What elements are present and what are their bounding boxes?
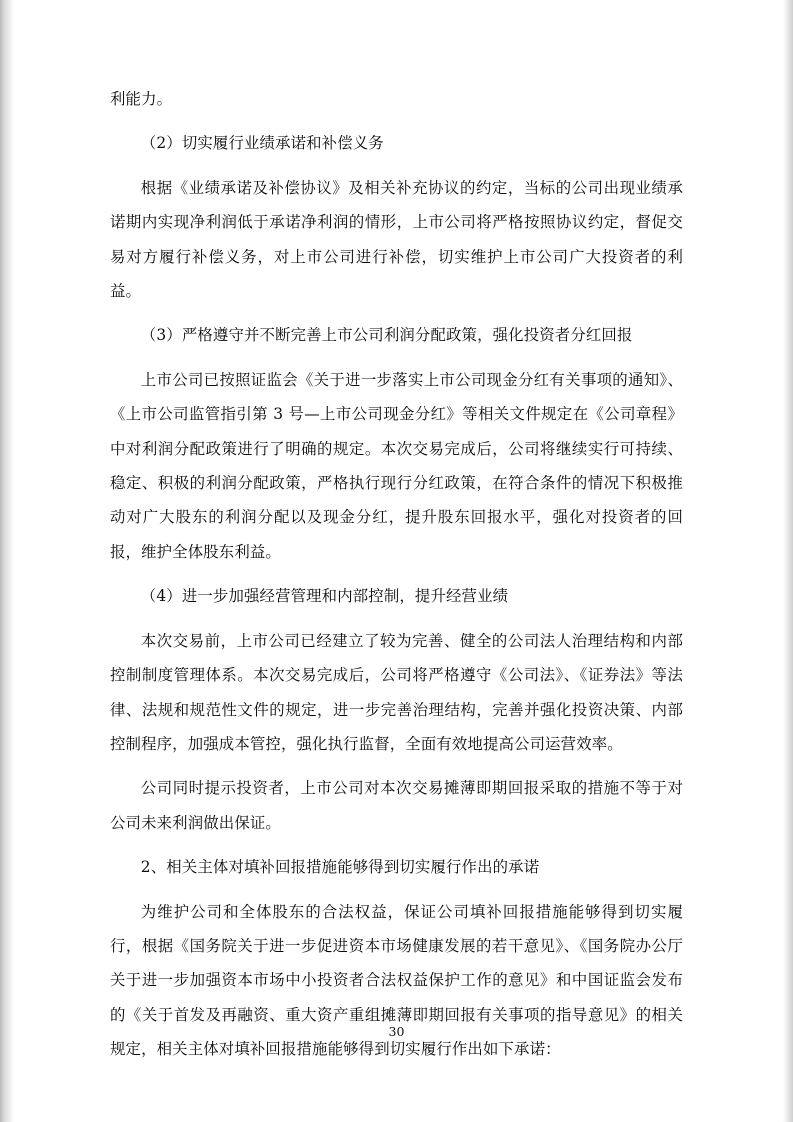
page-number: 30 [388,1024,405,1039]
paragraph-heading-section-2: 2、相关主体对填补回报措施能够得到切实履行作出的承诺 [140,858,540,877]
paragraph: 上市公司已按照证监会《关于进一步落实上市公司现金分红有关事项的通知》、《上市公司监管指引第 3 号—上市公司现金分红》等相关文件规定在《公司章程》中对利润分配政策进行了明确的规定。本次交易完成后，公司将继续实行可持续、稳定、积极的利润分配政策，严格执行现行分红政策，在符合条件的情况下积极推动对广大股东的利润分配以及现金分红，提升股东回报水平，强化对投资者的回报，维护全体股东利益。 [110,370,683,561]
paragraph: 根据《业绩承诺及补偿协议》及相关补充协议的约定，当标的公司出现业绩承诺期内实现净利润低于承诺净利润的情形，上市公司将严格按照协议约定，督促交易对方履行补偿义务，对上市公司进行补偿，切实维护上市公司广大投资者的利益。 [110,178,683,301]
paragraph: 为维护公司和全体股东的合法权益，保证公司填补回报措施能够得到切实履行，根据《国务院关于进一步促进资本市场健康发展的若干意见》、《国务院办公厅关于进一步加强资本市场中小投资者合法权益保护工作的意见》和中国证监会发布的《关于首发及再融资、重大资产重组摊薄即期回报有关事项的指导意见》的相关规定，相关主体对填补回报措施能够得到切实履行作出如下承诺： [110,902,683,1059]
paragraph: 本次交易前，上市公司已经建立了较为完善、健全的公司法人治理结构和内部控制制度管理体系。本次交易完成后，公司将严格遵守《公司法》、《证券法》等法律、法规和规范性文件的规定，进一步完善治理结构，完善并强化投资决策、内部控制程序，加强成本管控，强化执行监督，全面有效地提高公司运营效率。 [110,631,683,753]
paragraph-heading-4: （4）进一步加强经营管理和内部控制，提升经营业绩 [140,587,509,606]
paragraph-heading-3: （3）严格遵守并不断完善上市公司利润分配政策，强化投资者分红回报 [140,326,633,345]
page-body [110,82,683,1067]
paragraph-heading-2: （2）切实履行业绩承诺和补偿义务 [140,134,384,153]
paragraph: 利能力。 [110,90,173,108]
paragraph: 公司同时提示投资者，上市公司对本次交易摊薄即期回报采取的措施不等于对公司未来利润做出保证。 [110,779,683,832]
